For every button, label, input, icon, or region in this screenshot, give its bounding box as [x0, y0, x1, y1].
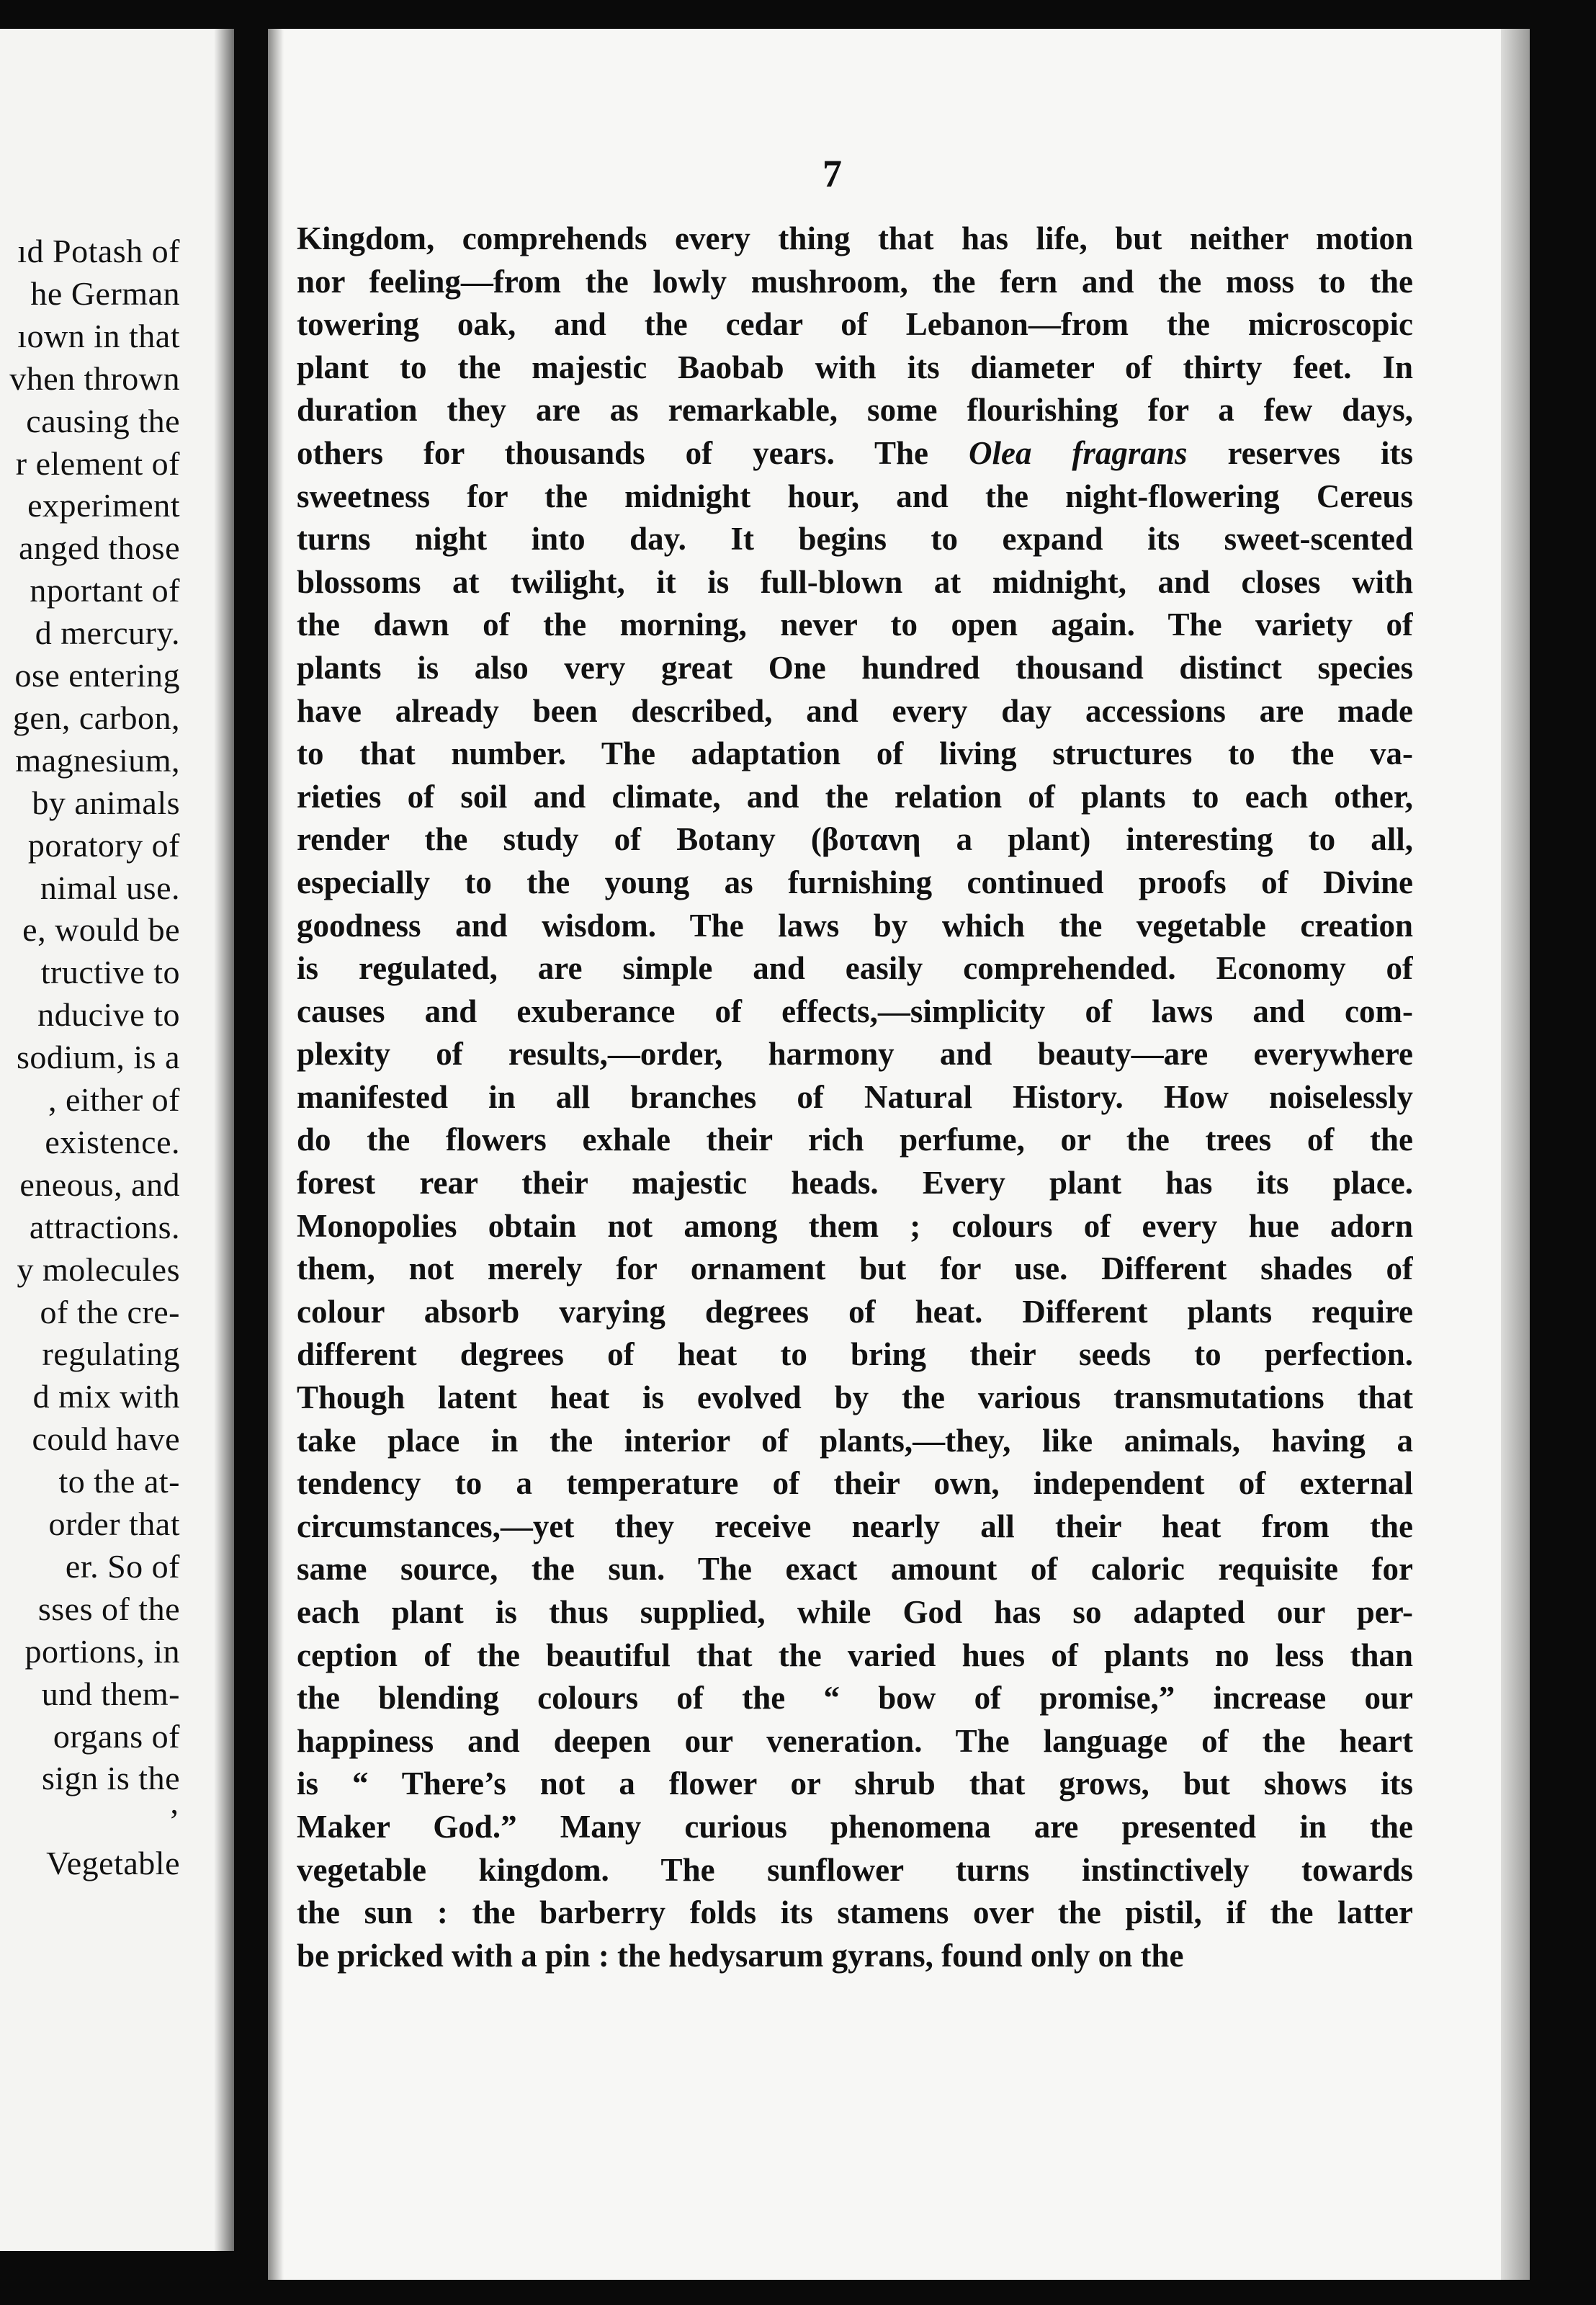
- left-page-line: tructive to: [40, 954, 180, 991]
- text-line: [297, 1763, 1413, 1806]
- text-run: same source, the sun. The exact amount of caloric requisite for: [297, 1551, 1413, 1588]
- text-line: [297, 1205, 1413, 1248]
- text-line: [297, 604, 1413, 647]
- text-line: [297, 1462, 1413, 1505]
- text-line: [297, 818, 1413, 861]
- left-page-line: , either of: [48, 1081, 180, 1118]
- text-line: [297, 1162, 1413, 1205]
- left-page-line: order that: [48, 1505, 180, 1542]
- gutter-shadow: [214, 29, 234, 2251]
- left-page-line: vhen thrown: [9, 359, 180, 397]
- text-line: [297, 733, 1413, 776]
- left-page-line: r element of: [15, 444, 180, 482]
- text-run: reserves its: [1187, 434, 1413, 471]
- left-page-line: nducive to: [37, 996, 180, 1034]
- text-line: [297, 1849, 1413, 1892]
- left-page-line: organs of: [53, 1717, 180, 1755]
- text-run: plants is also very great One hundred thousand distinct species: [297, 649, 1413, 686]
- text-run: Monopolies obtain not among them ; colours of every hue adorn: [297, 1207, 1413, 1244]
- text-run: the blending colours of the “ bow of promise,” increase our: [297, 1680, 1413, 1717]
- text-run: Kingdom, comprehends every thing that has life, but neither motion: [297, 220, 1413, 256]
- page-edge-shadow: [268, 29, 284, 2280]
- text-line: [297, 1505, 1413, 1549]
- text-line: [297, 1935, 1413, 1978]
- left-page-line: he German: [30, 274, 180, 312]
- left-page-line: ’: [169, 1802, 180, 1840]
- text-run: take place in the interior of plants,—they, like animals, having a: [297, 1422, 1413, 1459]
- text-line: [297, 1377, 1413, 1420]
- text-run: different degrees of heat to bring their seeds to perfection.: [297, 1336, 1413, 1373]
- text-run: blossoms at twilight, it is full-blown at midnight, and closes with: [297, 563, 1413, 600]
- left-page-line: und them-: [41, 1675, 180, 1712]
- left-page-line: regulating: [42, 1335, 180, 1373]
- text-line: [297, 518, 1413, 561]
- text-run: goodness and wisdom. The laws by which the vegetable creation: [297, 907, 1413, 944]
- left-page-line: magnesium,: [15, 741, 180, 779]
- text-line: [297, 1076, 1413, 1119]
- text-line: [297, 861, 1413, 905]
- left-page-line: d mercury.: [35, 614, 180, 652]
- text-line: [297, 432, 1413, 475]
- text-run: render the study of Botany (βοτανη a plant) interesting to all,: [297, 821, 1413, 858]
- left-page-line: portions, in: [24, 1632, 180, 1670]
- text-line: [297, 1806, 1413, 1849]
- text-run: the sun : the barberry folds its stamens over the pistil, if the latter: [297, 1894, 1413, 1931]
- text-line: [297, 1677, 1413, 1720]
- left-page-line: could have: [32, 1420, 180, 1458]
- text-run: causes and exuberance of effects,—simplicity of laws and com-: [297, 993, 1413, 1029]
- text-run: duration they are as remarkable, some flourishing for a few days,: [297, 392, 1413, 429]
- left-page: [0, 29, 234, 2251]
- italic-species-name: Olea fragrans: [968, 434, 1188, 471]
- text-run: plant to the majestic Baobab with its diameter of thirty feet. In: [297, 349, 1413, 385]
- left-page-line: causing the: [26, 402, 180, 439]
- text-line: [297, 1720, 1413, 1763]
- text-line: [297, 1333, 1413, 1377]
- text-line: [297, 1591, 1413, 1634]
- text-run: is “ There’s not a flower or shrub that grows, but shows its: [297, 1765, 1413, 1802]
- left-page-line: eneous, and: [19, 1165, 180, 1203]
- text-line: [297, 218, 1413, 261]
- left-page-line: er. So of: [65, 1547, 180, 1585]
- text-line: [297, 1033, 1413, 1076]
- left-page-line: attractions.: [29, 1208, 180, 1245]
- right-page: [268, 29, 1530, 2280]
- text-run: tendency to a temperature of their own, independent of external: [297, 1465, 1413, 1502]
- text-line: [297, 1634, 1413, 1678]
- left-page-line: anged those: [19, 529, 180, 567]
- page-number: 7: [822, 152, 842, 195]
- text-line: [297, 475, 1413, 519]
- text-run: nor feeling—from the lowly mushroom, the fern and the moss to the: [297, 263, 1413, 300]
- left-page-line: by animals: [32, 784, 180, 821]
- text-line: [297, 389, 1413, 432]
- text-run: be pricked with a pin : the hedysarum gyrans, found only on the: [297, 1937, 1184, 1974]
- text-line: [297, 261, 1413, 304]
- text-line: [297, 303, 1413, 346]
- left-page-line: sign is the: [41, 1760, 180, 1797]
- left-page-line: to the at-: [58, 1463, 180, 1500]
- left-page-line: sses of the: [37, 1590, 180, 1627]
- left-page-line: poratory of: [27, 826, 180, 864]
- text-line: [297, 561, 1413, 604]
- text-run: ception of the beautiful that the varied hues of plants no less than: [297, 1637, 1413, 1673]
- left-page-line: of the cre-: [40, 1293, 180, 1330]
- text-run: colour absorb varying degrees of heat. Different plants require: [297, 1293, 1413, 1330]
- left-page-line: gen, carbon,: [12, 699, 180, 736]
- text-run: do the flowers exhale their rich perfume, or the trees of the: [297, 1122, 1413, 1158]
- left-page-line: d mix with: [32, 1378, 180, 1415]
- left-page-line: experiment: [27, 487, 180, 524]
- left-page-line: y molecules: [17, 1250, 180, 1288]
- text-line: [297, 905, 1413, 948]
- text-line: [297, 690, 1413, 733]
- text-run: Though latent heat is evolved by the various transmutations that: [297, 1379, 1413, 1416]
- text-run: forest rear their majestic heads. Every plant has its place.: [297, 1165, 1413, 1201]
- text-run: rieties of soil and climate, and the relation of plants to each other,: [297, 778, 1413, 815]
- left-page-line: Vegetable: [46, 1845, 180, 1882]
- body-text: [297, 218, 1413, 1977]
- left-page-line: nportant of: [30, 572, 180, 609]
- left-page-line: e, would be: [22, 911, 180, 949]
- text-line: [297, 1119, 1413, 1162]
- text-run: vegetable kingdom. The sunflower turns instinctively towards: [297, 1851, 1413, 1888]
- text-line: [297, 1291, 1413, 1334]
- text-run: others for thousands of years. The: [297, 434, 969, 471]
- text-line: [297, 1892, 1413, 1935]
- left-page-line: nimal use.: [40, 869, 180, 906]
- text-line: [297, 947, 1413, 990]
- text-run: turns night into day. It begins to expand its sweet-scented: [297, 521, 1413, 558]
- text-run: is regulated, are simple and easily comprehended. Economy of: [297, 950, 1413, 987]
- left-page-line: existence.: [45, 1123, 180, 1160]
- text-line: [297, 346, 1413, 390]
- text-run: circumstances,—yet they receive nearly all their heat from the: [297, 1508, 1413, 1544]
- text-run: manifested in all branches of Natural History. How noiselessly: [297, 1078, 1413, 1115]
- left-page-line: ıd Potash of: [17, 233, 180, 269]
- page-right-edge: [1501, 29, 1530, 2280]
- left-page-line: ıown in that: [17, 317, 180, 354]
- left-page-line: ose entering: [14, 657, 180, 694]
- text-run: have already been described, and every day accessions are made: [297, 692, 1413, 729]
- text-run: sweetness for the midnight hour, and the night-flowering Cereus: [297, 478, 1413, 514]
- text-run: them, not merely for ornament but for use. Different shades of: [297, 1250, 1413, 1287]
- text-run: plexity of results,—order, harmony and beauty—are everywhere: [297, 1036, 1413, 1073]
- text-run: to that number. The adaptation of living structures to the va-: [297, 735, 1413, 772]
- text-run: happiness and deepen our veneration. The language of the heart: [297, 1722, 1413, 1759]
- text-line: [297, 990, 1413, 1034]
- text-line: [297, 776, 1413, 819]
- text-run: especially to the young as furnishing continued proofs of Divine: [297, 864, 1413, 900]
- text-run: towering oak, and the cedar of Lebanon—from the microscopic: [297, 306, 1413, 343]
- text-line: [297, 1548, 1413, 1591]
- left-page-line: sodium, is a: [16, 1039, 180, 1076]
- text-line: [297, 1248, 1413, 1291]
- text-run: Maker God.” Many curious phenomena are presented in the: [297, 1808, 1413, 1845]
- text-line: [297, 647, 1413, 690]
- text-run: the dawn of the morning, never to open again. The variety of: [297, 607, 1413, 643]
- text-line: [297, 1420, 1413, 1463]
- text-run: each plant is thus supplied, while God has so adapted our per-: [297, 1594, 1413, 1630]
